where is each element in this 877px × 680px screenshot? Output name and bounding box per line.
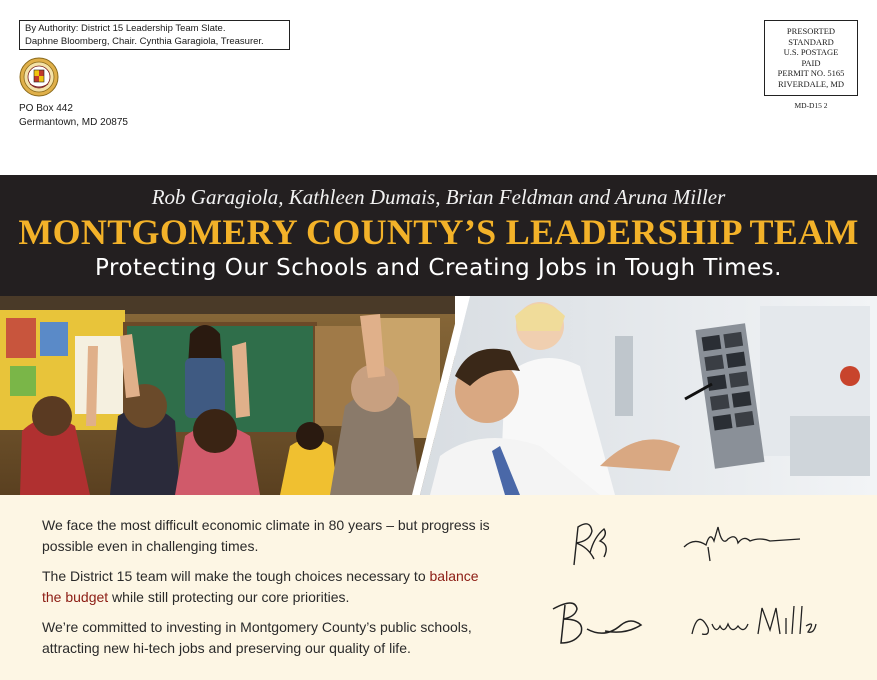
state-seal-icon — [19, 57, 59, 97]
city-state-zip: Germantown, MD 20875 — [19, 116, 128, 128]
po-box: PO Box 442 — [19, 103, 73, 114]
signature-brian-feldman — [545, 595, 645, 650]
postage-line: STANDARD — [788, 36, 834, 47]
paragraph-economy: We face the most difficult economic climate in 80 years – but progress is possible even in challenging times. — [42, 517, 490, 554]
signature-rob-garagiola — [560, 513, 620, 573]
message-copy — [42, 515, 492, 668]
postage-line: RIVERDALE, MD — [777, 78, 845, 89]
photo-strip — [0, 296, 877, 495]
classroom-photo — [0, 296, 455, 495]
paragraph-schools: We’re committed to investing in Montgomery County’s public schools, attracting new hi-tech jobs and preserving our quality of life. — [42, 619, 472, 656]
signature-kathleen-dumais — [680, 517, 805, 567]
return-address — [19, 102, 128, 129]
candidate-names: Rob Garagiola, Kathleen Dumais, Brian Feldman and Aruna Miller — [151, 185, 726, 209]
postage-line: PAID — [801, 57, 821, 68]
message-panel — [0, 495, 877, 680]
budget-text-end: while still protecting our core priorities. — [108, 588, 350, 605]
tagline: Protecting Our Schools and Creating Jobs in Tough Times. — [95, 255, 782, 281]
authority-line-1: By Authority: District 15 Leadership Team Slate. — [25, 23, 226, 34]
authority-line-2: Daphne Bloomberg, Chair. Cynthia Garagiola, Treasurer. — [25, 35, 264, 47]
authority-disclaimer — [19, 20, 290, 50]
budget-text-start: The District 15 team will make the tough choices necessary to — [42, 568, 430, 584]
postage-indicia — [764, 20, 858, 96]
budget-highlight: balance the budget — [42, 568, 479, 605]
postage-line: PERMIT NO. 5165 — [777, 68, 845, 78]
postage-line: U.S. POSTAGE — [783, 47, 839, 57]
laboratory-photo — [412, 296, 877, 495]
paragraph-budget — [42, 566, 492, 607]
signature-aruna-miller — [688, 600, 818, 645]
mail-code: MD-D15 2 — [794, 101, 828, 110]
header-banner — [0, 175, 877, 296]
page-title: MONTGOMERY COUNTY’S LEADERSHIP TEAM — [18, 212, 859, 252]
postage-line: PRESORTED — [786, 26, 836, 36]
